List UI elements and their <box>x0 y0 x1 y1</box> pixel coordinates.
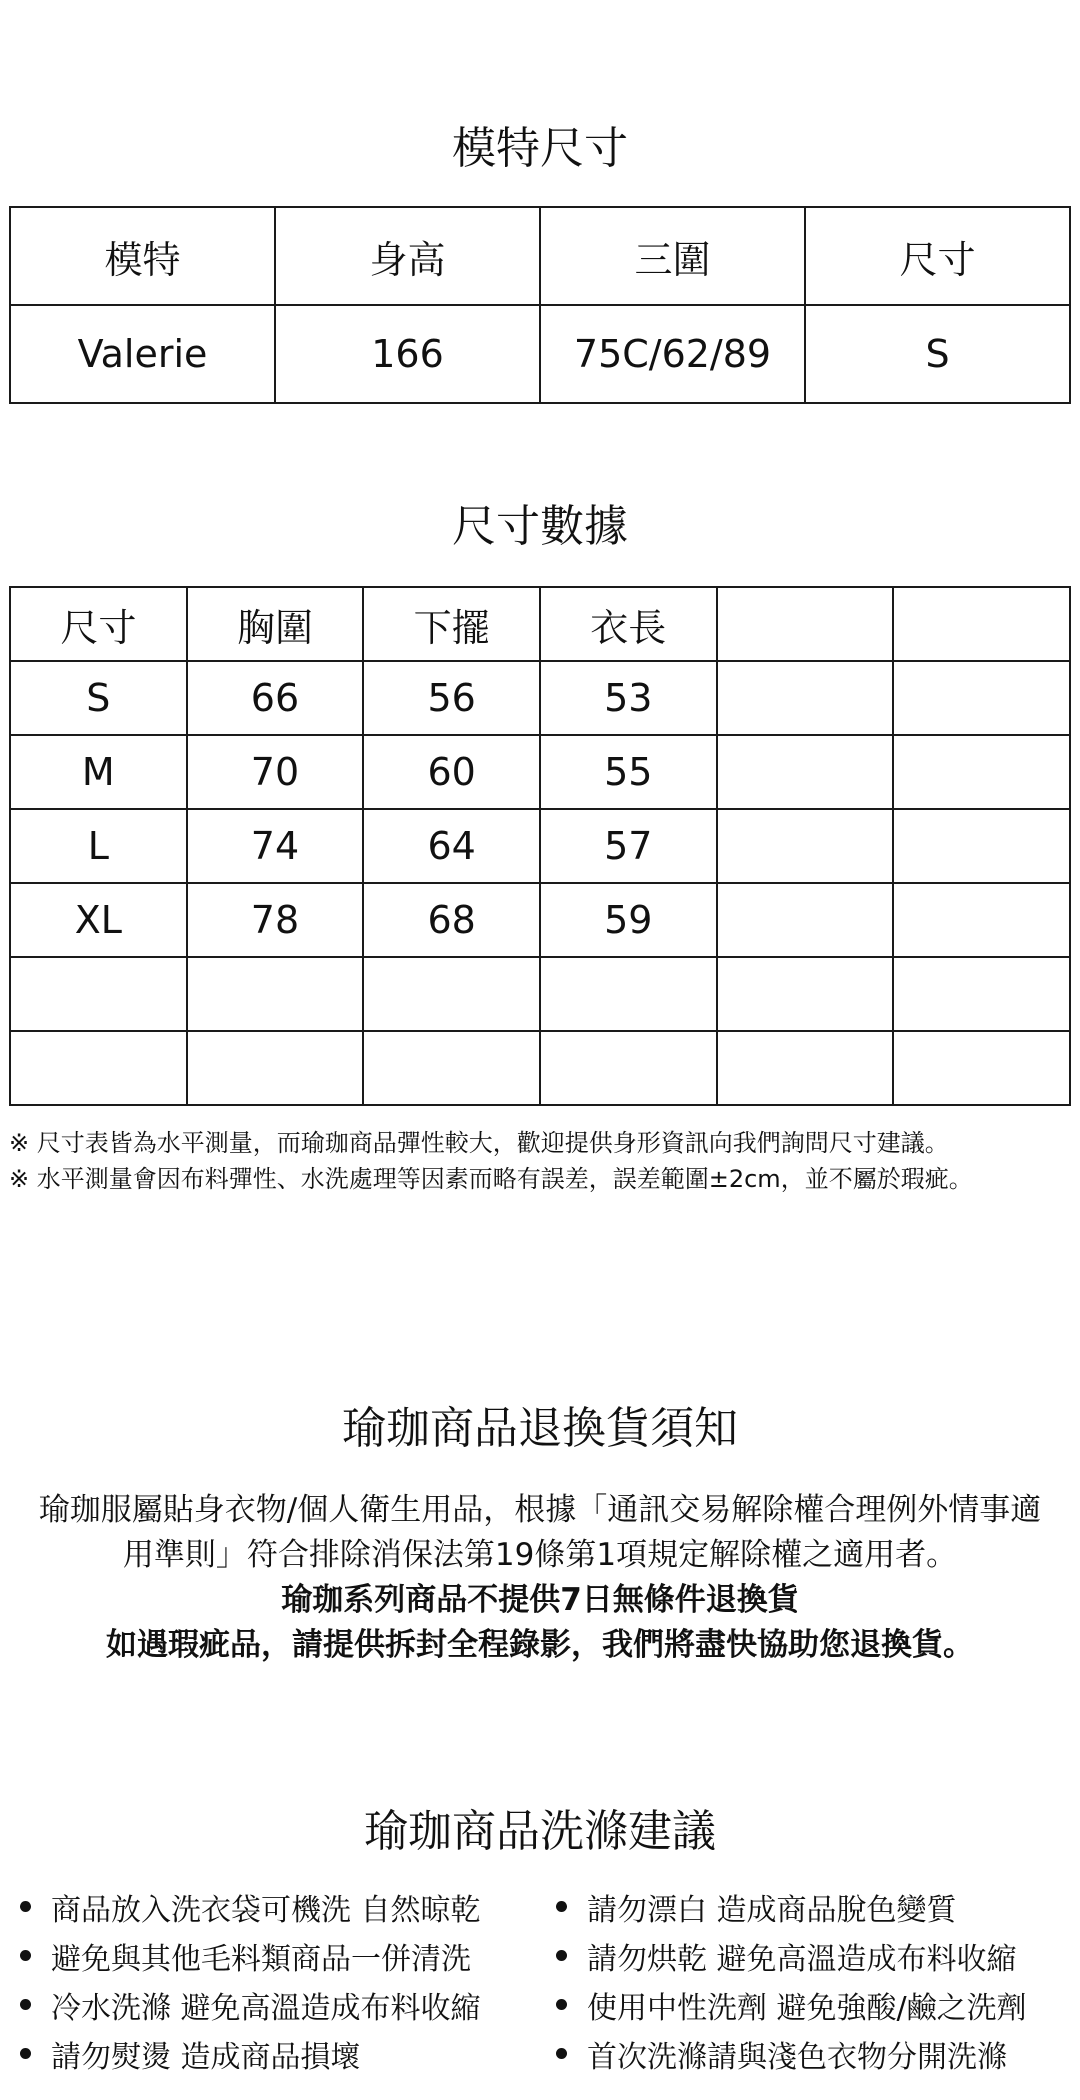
table-cell <box>893 1031 1070 1105</box>
table-cell: 55 <box>540 735 717 809</box>
header-cell <box>717 587 894 661</box>
bullet-icon <box>556 1999 567 2010</box>
bullet-icon <box>20 1901 31 1912</box>
table-cell <box>10 957 187 1031</box>
list-item <box>556 2029 1027 2078</box>
return-policy-title: 瑜珈商品退換貨須知 <box>342 1403 738 1454</box>
return-policy-emphasis: 如遇瑕疵品，請提供拆封全程錄影，我們將盡快協助您退換貨。 <box>106 1627 974 1663</box>
header-cell: 下擺 <box>363 587 540 661</box>
table-row <box>10 809 1070 883</box>
table-cell: 74 <box>187 809 364 883</box>
bullet-icon <box>20 1950 31 1961</box>
table-cell <box>717 883 894 957</box>
return-policy-text: 瑜珈服屬貼身衣物/個人衛生用品，根據「通訊交易解除權合理例外情事適 <box>38 1492 1042 1528</box>
table-cell <box>540 957 717 1031</box>
header-model: 模特 <box>10 207 275 305</box>
list-item <box>20 2029 481 2078</box>
list-item-text: 請勿烘乾 避免高溫造成布料收縮 <box>587 1941 1017 1977</box>
model-size-title: 模特尺寸 <box>452 123 628 174</box>
table-row <box>10 305 1070 403</box>
table-cell <box>893 661 1070 735</box>
washing-list-right <box>556 1882 1027 2078</box>
size-data-title: 尺寸數據 <box>452 501 628 552</box>
table-cell: 57 <box>540 809 717 883</box>
header-cell: 尺寸 <box>10 587 187 661</box>
table-cell: 64 <box>363 809 540 883</box>
header-height: 身高 <box>275 207 540 305</box>
list-item <box>20 1882 481 1931</box>
table-cell: 53 <box>540 661 717 735</box>
size-table-header <box>10 587 1070 661</box>
bullet-icon <box>556 2048 567 2059</box>
size-note: ※ 水平測量會因布料彈性、水洗處理等因素而略有誤差，誤差範圍±2cm，並不屬於瑕疵。 <box>9 1165 973 1193</box>
table-row <box>10 661 1070 735</box>
list-item <box>556 1931 1027 1980</box>
table-cell: XL <box>10 883 187 957</box>
model-table-header <box>10 207 1070 305</box>
list-item <box>556 1980 1027 2029</box>
table-cell: 78 <box>187 883 364 957</box>
header-cell: 衣長 <box>540 587 717 661</box>
table-cell <box>540 1031 717 1105</box>
model-name: Valerie <box>10 305 275 403</box>
header-measurements: 三圍 <box>540 207 805 305</box>
table-cell: 59 <box>540 883 717 957</box>
bullet-icon <box>20 1999 31 2010</box>
table-cell: 70 <box>187 735 364 809</box>
header-cell <box>893 587 1070 661</box>
table-cell: 66 <box>187 661 364 735</box>
bullet-icon <box>556 1901 567 1912</box>
list-item-text: 使用中性洗劑 避免強酸/鹼之洗劑 <box>587 1990 1027 2026</box>
table-cell <box>893 735 1070 809</box>
list-item <box>556 1882 1027 1931</box>
table-row <box>10 735 1070 809</box>
table-cell <box>893 809 1070 883</box>
list-item-text: 冷水洗滌 避免高溫造成布料收縮 <box>51 1990 481 2026</box>
model-height: 166 <box>275 305 540 403</box>
table-cell: L <box>10 809 187 883</box>
table-cell: M <box>10 735 187 809</box>
list-item-text: 首次洗滌請與淺色衣物分開洗滌 <box>587 2039 1007 2075</box>
model-measurements: 75C/62/89 <box>540 305 805 403</box>
table-cell <box>717 661 894 735</box>
table-cell: 56 <box>363 661 540 735</box>
table-cell: 60 <box>363 735 540 809</box>
bullet-icon <box>20 2048 31 2059</box>
table-cell <box>187 957 364 1031</box>
table-cell <box>187 1031 364 1105</box>
washing-list-left <box>20 1882 481 2078</box>
header-cell: 胸圍 <box>187 587 364 661</box>
table-cell <box>10 1031 187 1105</box>
table-row <box>10 957 1070 1031</box>
size-table <box>9 586 1071 1106</box>
table-cell <box>893 883 1070 957</box>
table-cell <box>717 809 894 883</box>
list-item-text: 請勿熨燙 造成商品損壞 <box>51 2039 361 2075</box>
list-item-text: 請勿漂白 造成商品脫色變質 <box>587 1892 957 1928</box>
header-size: 尺寸 <box>805 207 1070 305</box>
table-row <box>10 1031 1070 1105</box>
table-cell <box>717 957 894 1031</box>
list-item-text: 避免與其他毛料類商品一併清洗 <box>51 1941 471 1977</box>
list-item-text: 商品放入洗衣袋可機洗 自然晾乾 <box>51 1892 481 1928</box>
model-table <box>9 206 1071 404</box>
table-cell <box>717 1031 894 1105</box>
model-size: S <box>805 305 1070 403</box>
table-cell <box>363 957 540 1031</box>
table-cell <box>893 957 1070 1031</box>
table-row <box>10 883 1070 957</box>
table-cell <box>717 735 894 809</box>
return-policy-emphasis: 瑜珈系列商品不提供7日無條件退換貨 <box>281 1582 799 1618</box>
list-item <box>20 1931 481 1980</box>
table-cell <box>363 1031 540 1105</box>
washing-title: 瑜珈商品洗滌建議 <box>364 1806 716 1857</box>
table-cell: S <box>10 661 187 735</box>
table-cell: 68 <box>363 883 540 957</box>
return-policy-text: 用準則」符合排除消保法第19條第1項規定解除權之適用者。 <box>122 1537 958 1573</box>
bullet-icon <box>556 1950 567 1961</box>
list-item <box>20 1980 481 2029</box>
size-note: ※ 尺寸表皆為水平測量，而瑜珈商品彈性較大，歡迎提供身形資訊向我們詢問尺寸建議。 <box>9 1129 949 1157</box>
